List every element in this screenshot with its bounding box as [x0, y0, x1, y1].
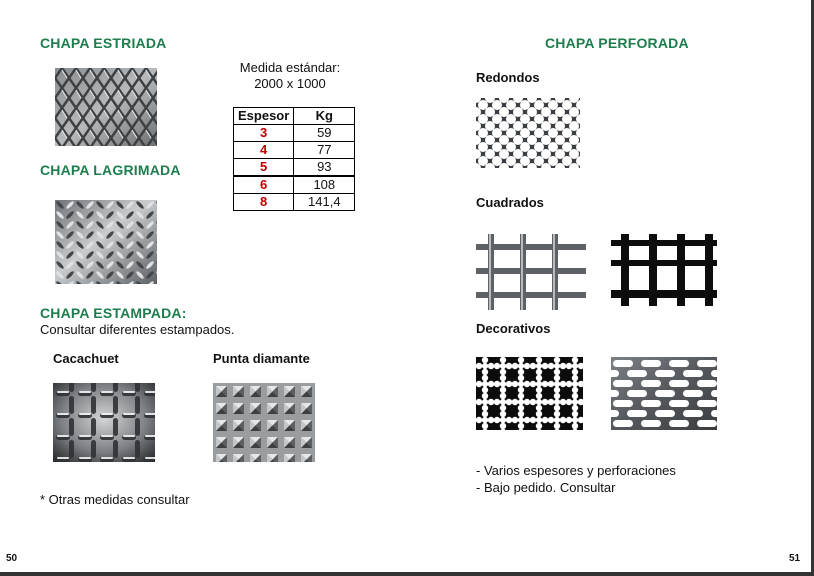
cacachuet-label: Cacachuet: [53, 351, 119, 366]
chapa-perforada-title: CHAPA PERFORADA: [545, 35, 689, 51]
medida-label: Medida estándar:: [239, 60, 341, 75]
table-row: [234, 194, 355, 211]
punta-diamante-label: Punta diamante: [213, 351, 310, 366]
kg-cell: 59: [294, 125, 355, 142]
spec-table: [233, 107, 355, 211]
page-number-right: 51: [789, 553, 801, 564]
espesor-cell: 3: [234, 125, 294, 142]
espesor-cell: 5: [234, 159, 294, 177]
kg-cell: 108: [294, 176, 355, 194]
page-number-left: 50: [6, 553, 18, 564]
espesor-header: Espesor: [234, 108, 294, 125]
punta-diamante-image: [213, 383, 315, 462]
kg-cell: 77: [294, 142, 355, 159]
redondos-image: [476, 98, 580, 168]
table-row: [234, 142, 355, 159]
table-row: [234, 125, 355, 142]
spec-header-row: [234, 108, 355, 125]
decorativos-image-2: [611, 357, 717, 430]
kg-header: Kg: [294, 108, 355, 125]
cuadrados-label: Cuadrados: [476, 195, 544, 210]
espesor-cell: 4: [234, 142, 294, 159]
chapa-lagrimada-image: [55, 200, 157, 284]
page-border-bottom: [0, 572, 814, 576]
medida-value: 2000 x 1000: [254, 76, 326, 91]
bullet-espesores: - Varios espesores y perforaciones: [476, 463, 676, 478]
cuadrados-image-1: [476, 234, 586, 310]
chapa-estampada-title: CHAPA ESTAMPADA:: [40, 305, 187, 321]
decorativos-label: Decorativos: [476, 321, 551, 336]
estampada-description: Consultar diferentes estampados.: [40, 322, 235, 337]
chapa-estriada-title: CHAPA ESTRIADA: [40, 35, 167, 51]
redondos-label: Redondos: [476, 70, 540, 85]
cuadrados-image-2: [611, 234, 717, 306]
chapa-lagrimada-title: CHAPA LAGRIMADA: [40, 162, 181, 178]
cacachuet-image: [53, 383, 155, 462]
kg-cell: 141,4: [294, 194, 355, 211]
decorativos-image-1: [476, 357, 583, 430]
table-row: [234, 176, 355, 194]
espesor-cell: 8: [234, 194, 294, 211]
table-row: [234, 159, 355, 177]
chapa-estriada-image: [55, 68, 157, 146]
medida-estandar: [225, 60, 355, 92]
kg-cell: 93: [294, 159, 355, 177]
otras-medidas-note: * Otras medidas consultar: [40, 492, 190, 507]
espesor-cell: 6: [234, 176, 294, 194]
bullet-bajo-pedido: - Bajo pedido. Consultar: [476, 480, 616, 495]
